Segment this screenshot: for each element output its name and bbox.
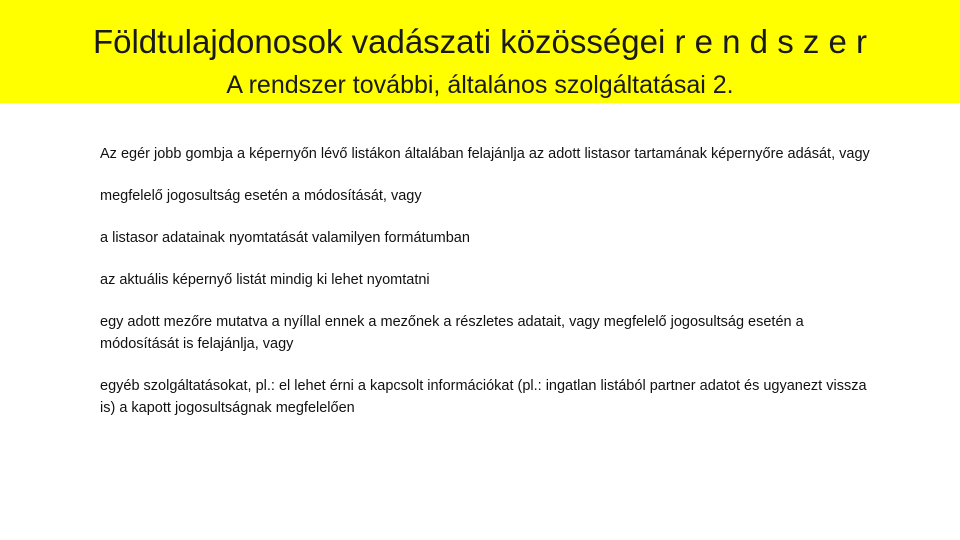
paragraph-modify: megfelelő jogosultság esetén a módosítását, vagy (100, 188, 422, 204)
title-banner (0, 0, 960, 103)
paragraph-field-details: egy adott mezőre mutatva a nyíllal ennek a mezőnek a részletes adatait, vagy megfelelő jogosultság esetén a módosítását is felajánlja, vagy (100, 314, 804, 352)
slide-title: Földtulajdonosok vadászati közösségei r e n d s z e r (92, 23, 868, 60)
slide-subtitle: A rendszer további, általános szolgáltatásai 2. (226, 71, 734, 99)
content-body (100, 143, 880, 439)
paragraph-print-row: a listasor adatainak nyomtatását valamilyen formátumban (100, 230, 470, 246)
paragraph-other-services: egyéb szolgáltatásokat, pl.: el lehet érni a kapcsolt információkat (pl.: ingatlan listából partner adatot és ugyanezt vissza is) a kapott jogosultságnak megfelelően (100, 378, 867, 416)
paragraph-right-click-menu: Az egér jobb gombja a képernyőn lévő listákon általában felajánlja az adott listasor tartamának képernyőre adását, vagy (100, 146, 870, 162)
paragraph-print-list: az aktuális képernyő listát mindig ki lehet nyomtatni (100, 272, 430, 288)
